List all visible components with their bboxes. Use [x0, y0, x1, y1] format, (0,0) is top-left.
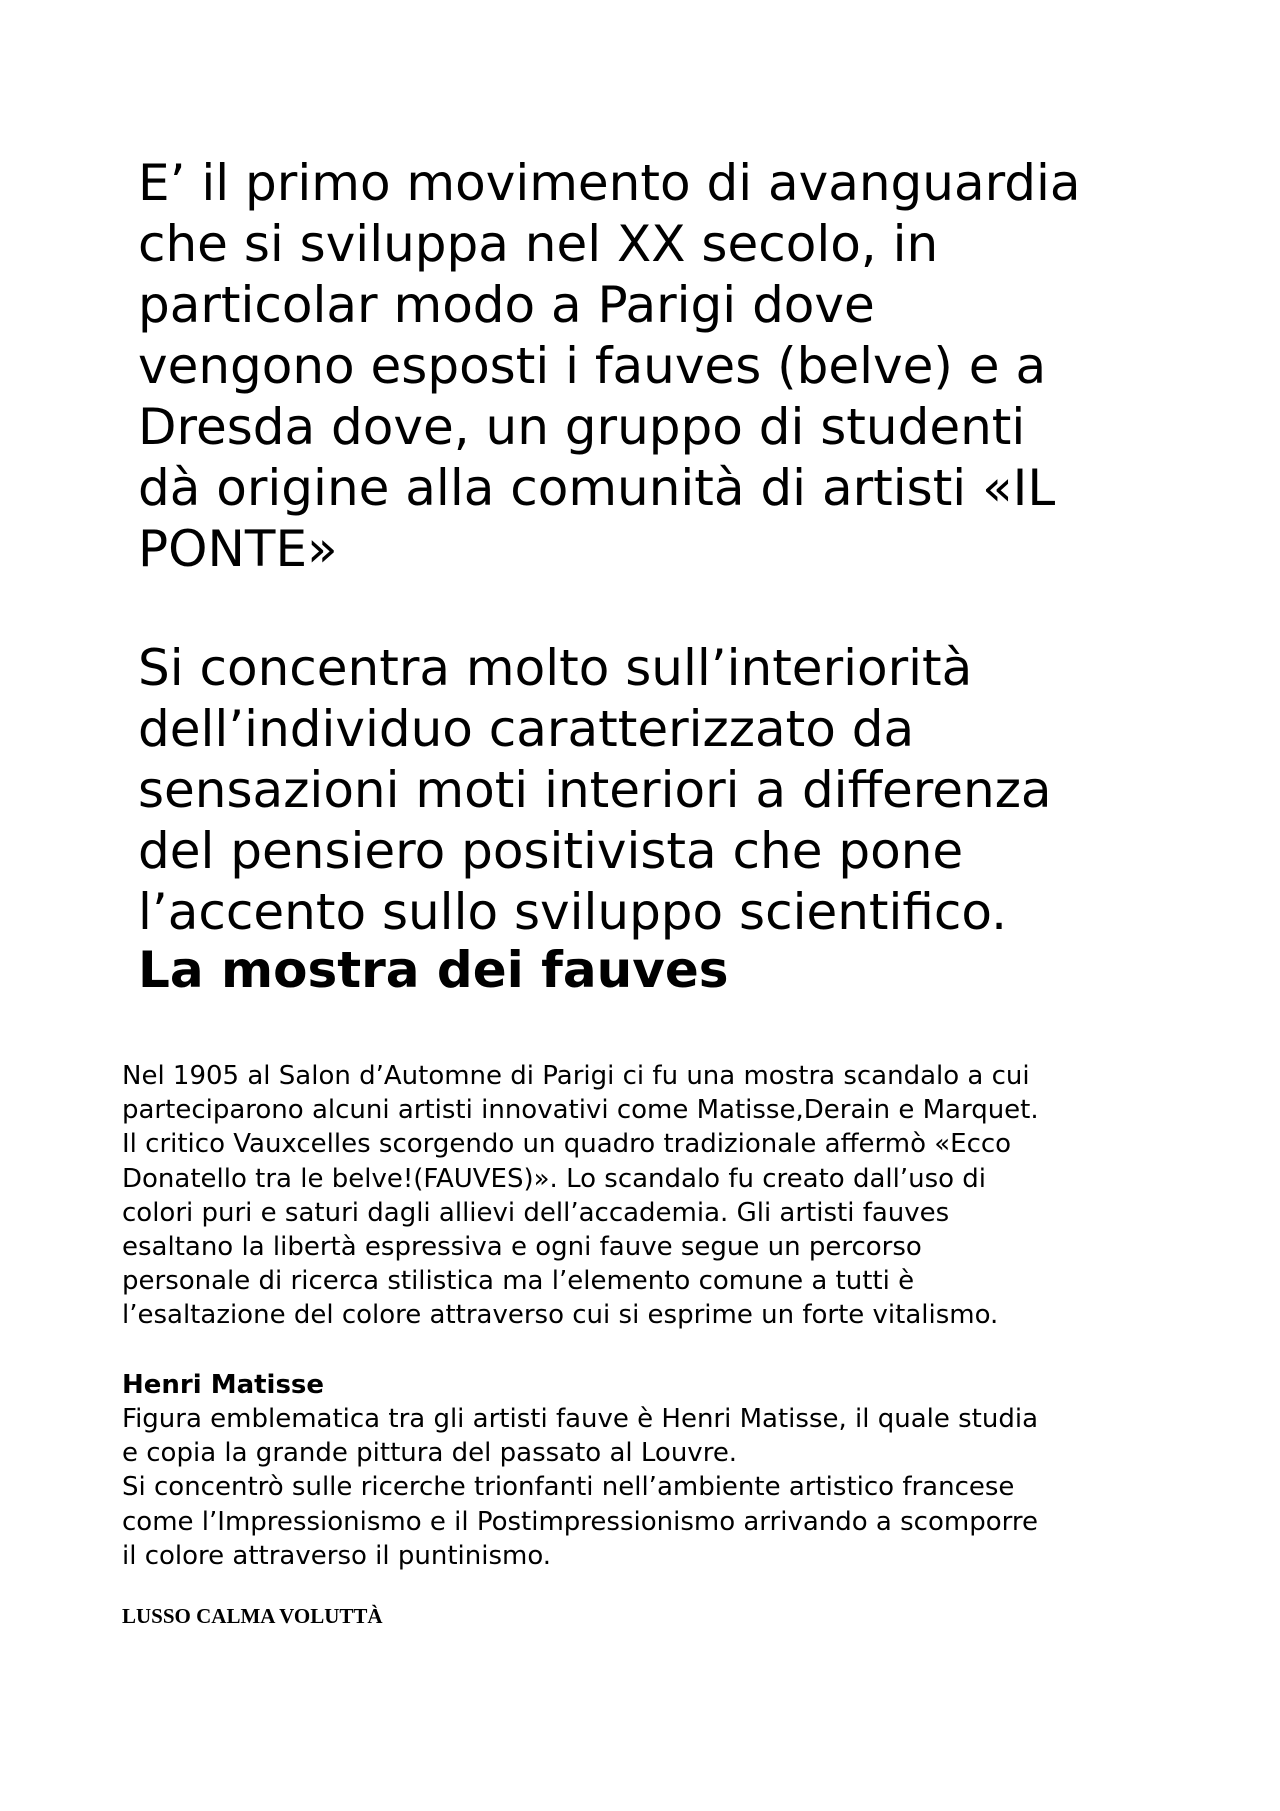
matisse-line: il colore attraverso il puntinismo. [122, 1540, 552, 1571]
interiority-line: dell’individuo caratterizzato da [138, 700, 915, 758]
matisse-title: Henri Matisse [122, 1370, 325, 1400]
matisse-paragraph [122, 1402, 1182, 1573]
mostra-line: parteciparono alcuni artisti innovativi come Matisse,Derain e Marquet. [122, 1095, 1039, 1126]
interiority-paragraph [138, 638, 1148, 943]
intro-line: dà origine alla comunità di artisti «IL [138, 459, 1056, 517]
matisse-line: come l’Impressionismo e il Postimpressionismo arrivando a scomporre [122, 1506, 1038, 1537]
mostra-line: personale di ricerca stilistica ma l’elemento comune a tutti è [122, 1266, 915, 1297]
interiority-line: Si concentra molto sull’interiorità [138, 639, 973, 697]
artwork-title: LUSSO CALMA VOLUTTÀ [122, 1604, 383, 1628]
mostra-line: Il critico Vauxcelles scorgendo un quadro tradizionale affermò «Ecco [122, 1129, 1012, 1160]
mostra-line: l’esaltazione del colore attraverso cui si esprime un forte vitalismo. [122, 1300, 999, 1331]
mostra-line: Donatello tra le belve!(FAUVES)». Lo scandalo fu creato dall’uso di [122, 1163, 987, 1194]
interiority-line: sensazioni moti interiori a differenza [138, 761, 1052, 819]
intro-line: particolar modo a Parigi dove [138, 276, 875, 334]
interiority-line: del pensiero positivista che pone [138, 822, 964, 880]
intro-line: che si sviluppa nel XX secolo, in [138, 215, 939, 273]
mostra-line: colori puri e saturi dagli allievi dell’accademia. Gli artisti fauves [122, 1197, 950, 1228]
intro-line: Dresda dove, un gruppo di studenti [138, 398, 1026, 456]
intro-line: vengono esposti i fauves (belve) e a [138, 337, 1047, 395]
matisse-line: Figura emblematica tra gli artisti fauve è Henri Matisse, il quale studia [122, 1404, 1039, 1434]
mostra-line: esaltano la libertà espressiva e ogni fauve segue un percorso [122, 1232, 922, 1263]
interiority-line: l’accento sullo sviluppo scientifico. [138, 883, 1007, 941]
intro-paragraph [138, 153, 1189, 580]
mostra-line: Nel 1905 al Salon d’Automne di Parigi ci fu una mostra scandalo a cui [122, 1061, 1030, 1091]
section-heading: La mostra dei fauves [138, 941, 729, 999]
intro-line: E’ il primo movimento di avanguardia [138, 154, 1081, 212]
intro-line: PONTE» [138, 520, 338, 578]
matisse-line: Si concentrò sulle ricerche trionfanti nell’ambiente artistico francese [122, 1472, 1015, 1503]
matisse-line: e copia la grande pittura del passato al Louvre. [122, 1438, 738, 1469]
mostra-paragraph [122, 1059, 1182, 1333]
